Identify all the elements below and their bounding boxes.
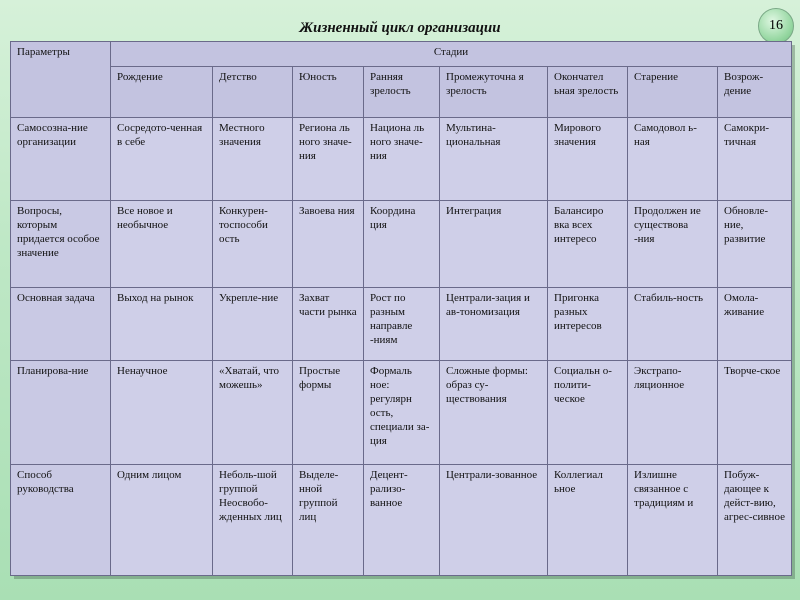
table-row [11, 465, 792, 576]
row-param: Основная задача [11, 288, 111, 361]
table-cell: Децент-рализо-ванное [364, 465, 440, 576]
table-cell: Все новое и необычное [111, 201, 213, 288]
table-cell: Излишне связанное с традициям и [628, 465, 718, 576]
table-cell: Сложные формы: образ су-ществования [440, 361, 548, 465]
stages-row [11, 67, 792, 118]
table-cell: Побуж-дающее к дейст-вию, агрес-сивное [718, 465, 792, 576]
table-cell: Ненаучное [111, 361, 213, 465]
table-cell: Обновле-ние, развитие [718, 201, 792, 288]
table-cell: Завоева ния [293, 201, 364, 288]
table-cell: Неболь-шой группой Неосвобо-жденных лиц [213, 465, 293, 576]
row-param: Самосозна-ние организации [11, 118, 111, 201]
table-cell: Мирового значения [548, 118, 628, 201]
stage-header: Рождение [111, 67, 213, 118]
table-cell: Рост по разным направле -ниям [364, 288, 440, 361]
header-params: Параметры [11, 42, 111, 118]
row-param: Планирова-ние [11, 361, 111, 465]
table-cell: Социальн о-полити-ческое [548, 361, 628, 465]
stage-header: Возрож-дение [718, 67, 792, 118]
stage-header: Ранняя зрелость [364, 67, 440, 118]
header-row [11, 42, 792, 67]
table-cell: Координа ция [364, 201, 440, 288]
table-cell: Сосредото-ченная в себе [111, 118, 213, 201]
table-cell: Продолжен ие существова -ния [628, 201, 718, 288]
stage-header: Юность [293, 67, 364, 118]
table-cell: Захват части рынка [293, 288, 364, 361]
table-cell: Формаль ное: регулярн ость, специали за-ция [364, 361, 440, 465]
table-cell: Национа ль ного значе-ния [364, 118, 440, 201]
row-param: Способ руководства [11, 465, 111, 576]
table-cell: Балансиро вка всех интересо [548, 201, 628, 288]
table-cell: Централи-зованное [440, 465, 548, 576]
page-title: Жизненный цикл организации [299, 20, 501, 36]
table-row [11, 288, 792, 361]
row-param: Вопросы, которым придается особое значение [11, 201, 111, 288]
table-cell: Интеграция [440, 201, 548, 288]
table-cell: Укрепле-ние [213, 288, 293, 361]
table-cell: Конкурен-тоспособи ость [213, 201, 293, 288]
stage-header: Окончател ьная зрелость [548, 67, 628, 118]
stage-header: Промежуточна я зрелость [440, 67, 548, 118]
table-cell: Самодовол ь-ная [628, 118, 718, 201]
table-cell: Творче-ское [718, 361, 792, 465]
table-cell: Экстрапо-ляционное [628, 361, 718, 465]
table-row [11, 361, 792, 465]
table-cell: Мультина-циональная [440, 118, 548, 201]
table-cell: Самокри-тичная [718, 118, 792, 201]
table-cell: Региона ль ного значе-ния [293, 118, 364, 201]
table-cell: Пригонка разных интересов [548, 288, 628, 361]
table-cell: Одним лицом [111, 465, 213, 576]
table-cell: Местного значения [213, 118, 293, 201]
table-row [11, 118, 792, 201]
table-cell: Стабиль-ность [628, 288, 718, 361]
table-cell: Централи-зация и ав-тономизация [440, 288, 548, 361]
header-stages: Стадии [111, 42, 792, 67]
lifecycle-table [10, 41, 792, 576]
table-cell: Простые формы [293, 361, 364, 465]
table-cell: Выделе-нной группой лиц [293, 465, 364, 576]
table-row [11, 201, 792, 288]
table-cell: Коллегиал ьное [548, 465, 628, 576]
table-cell: Омола-живание [718, 288, 792, 361]
table-cell: «Хватай, что можешь» [213, 361, 293, 465]
page-number-badge: 16 [758, 8, 794, 44]
stage-header: Детство [213, 67, 293, 118]
table-cell: Выход на рынок [111, 288, 213, 361]
stage-header: Старение [628, 67, 718, 118]
